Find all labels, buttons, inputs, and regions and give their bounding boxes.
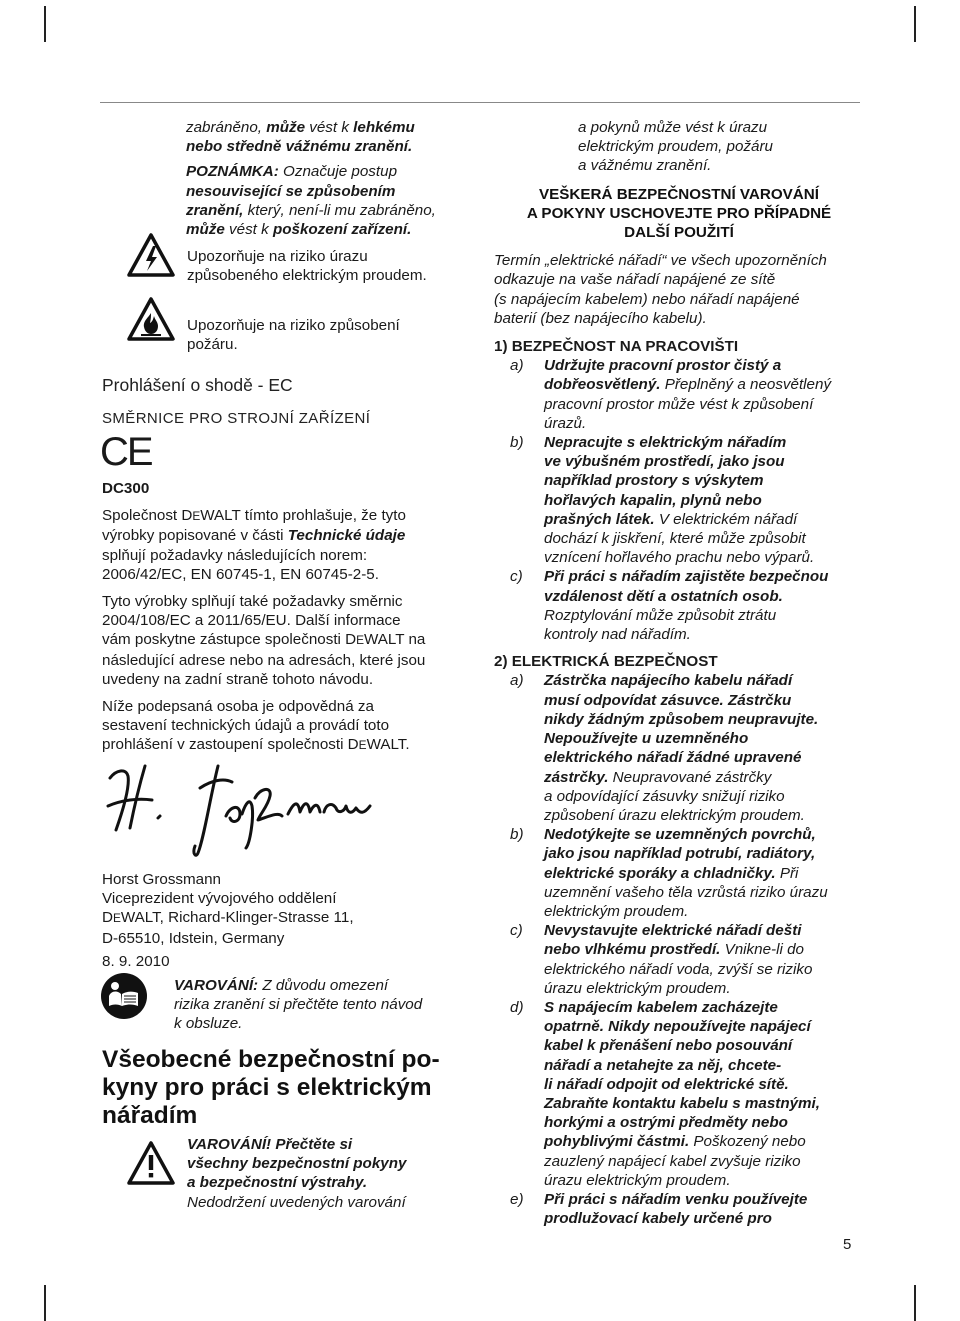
crop-mark <box>914 6 916 42</box>
intro-block: zabráněno, může vést k lehkému nebo středně vážnému zranění. POZNÁMKA: Označuje postup nesouvisející se způsobením zranění, který, není-li mu zabráněno, může vést k poškození zařízení. <box>186 119 436 239</box>
list-item-text: Zástrčka napájecího kabelu nářadí musí odpovídat zásuvce. Zástrčku nikdy žádným způsobem neupravujte. Nepoužívejte u uzemněného elektrického nářadí žádné upravené zástrčky. Neupravované zástrčky a odpovídající zásuvky snižují riziko způsobení úrazu elektrickým proudem. <box>544 672 819 824</box>
general-safety-heading: Všeobecné bezpečnostní po- kyny pro práci s elektrickým nářadím <box>102 1046 440 1129</box>
read-manual-icon <box>100 972 148 1020</box>
fire-hazard-icon <box>126 296 176 342</box>
section-work-area-list <box>494 356 864 644</box>
directive-title: SMĚRNICE PRO STROJNÍ ZAŘÍZENÍ <box>102 410 371 428</box>
power-tool-term-paragraph: Termín „elektrické nářadí“ ve všech upozorněních odkazuje na vaše nářadí napájené ze sítě (s napájecím kabelem) nebo nářadí napájené baterií (bez napájecího kabelu). <box>494 252 827 327</box>
right-column: a pokynů může vést k úrazu elektrickým proudem, požáru a vážnému zranění. VEŠKERÁ BEZPEČNOSTNÍ VAROVÁNÍ A POKYNY USCHOVEJTE PRO PŘÍPADNÉ DALŠÍ POUŽITÍ Termín „elektrické nářadí“ ve všech upozorněních odkazuje na vaše nářadí napájené ze sítě (s napájecím kabelem) nebo nářadí napájené baterií (bez napájecího kabelu). 1) BEZPEČNOST NA PRACOVIŠTI a) Udržujte pracovní prostor čistý a dobřeosvětlený. Přeplněný a neosvětlený pracovní prostor může vést k způsobení úrazů. b) Nepracujte s elektrickým nářadím ve výbušném prostředí, jako jsou například prostory s výskytem hořlavých kapalin, plynů nebo prašných látek. V elektrickém nářadí dochází k jiskření, které může způsobit vznícení hořlavého prachu nebo výparů. c) Při práci s nářadím zajistěte bezpečnou vzdálenost dětí a ostatních osob. Rozptylování může způsobit ztrátu kontroly nad nářadím. 2) ELEKTRICKÁ BEZPEČNOST a) Zástrčka napájecího kabelu nářadí musí odpovídat zásuvce. Zástrčku nikdy žádným způsobem neupravujte. Nepoužívejte u uzemněného elektrického nářadí žádné upravené zástrčky. Neupravované zástrčky a odpovídající zásuvky snižují riziko způsobení úrazu elektrickým proudem. b) Nedotýkejte se uzemněných povrchů, jako jsou například potrubí, radiátory, elektrické sporáky a chladničky. Při uzemnění vašeho těla vzrůstá riziko úrazu elektrickým proudem. c) Nevystavujte elektrické nářadí dešti nebo vlhkému prostředí. Vnikne-li do elektrického nářadí voda, zvýší se riziko úrazu elektrickým proudem. d) S napájecím kabelem zacházejte opatrně. Nikdy nepoužívejte napájecí kabel k přenášení nebo posouvání nářadí a netahejte za něj, chcete- li nářadí odpojit od elektrické sítě. Zabraňte kontaktu kabelu s mastnými, horkými a ostrými předměty nebo pohyblivými částmi. Poškozený nebo zauzlený napájecí kabel zvyšuje riziko úrazu elektrickým proudem. e) Při práci s nářadím venku používejte prodlužovací kabely určené pro <box>494 118 864 1228</box>
list-item-text: Při práci s nářadím zajistěte bezpečnou vzdálenost dětí a ostatních osob. Rozptylování může způsobit ztrátu kontroly nad nářadím. <box>544 568 829 644</box>
list-item-label: e) <box>510 1190 524 1208</box>
list-item-text: S napájecím kabelem zacházejte opatrně. Nikdy nepoužívejte napájecí kabel k přenášení nebo posouvání nářadí a netahejte za něj, chcete- li nářadí odpojit od elektrické sítě. Zabraňte kontaktu kabelu s mastnými, horkými a ostrými předměty nebo pohyblivými částmi. Poškozený nebo zauzlený napájecí kabel zvyšuje riziko úrazu elektrickým proudem. <box>544 998 820 1189</box>
warning-icon <box>126 1140 176 1186</box>
list-item-label: a) <box>510 357 524 375</box>
page-number: 5 <box>843 1236 852 1253</box>
electric-warning-text: Upozorňuje na riziko úrazu způsobeného elektrickým proudem. <box>187 248 427 285</box>
declaration-block <box>102 376 472 428</box>
section-work-area-title: 1) BEZPEČNOST NA PRACOVIŠTI <box>494 338 739 356</box>
list-item-text: Nedotýkejte se uzemněných povrchů, jako jsou například potrubí, radiátory, elektrické sporáky a chladničky. Při uzemnění vašeho těla vzrůstá riziko úrazu elektrickým proudem. <box>544 826 828 920</box>
list-item-label: c) <box>510 922 523 940</box>
crop-mark <box>44 1285 46 1321</box>
section-electrical-title: 2) ELEKTRICKÁ BEZPEČNOST <box>494 653 718 671</box>
ce-mark: CE <box>100 430 152 474</box>
list-item-text: Při práci s nářadím venku používejte prodlužovací kabely určené pro <box>544 1190 808 1228</box>
signer-name: Horst Grossmann <box>102 871 222 888</box>
header-rule <box>100 102 860 103</box>
declaration-date: 8. 9. 2010 <box>102 952 170 970</box>
list-item <box>494 921 864 998</box>
signature-image <box>100 758 390 858</box>
list-item-text: Nepracujte s elektrickým nářadím ve výbušném prostředí, jako jsou například prostory s výskytem hořlavých kapalin, plynů nebo prašných látek. V elektrickém nářadí dochází k jiskření, které může způsobit vznícení hořlavého prachu nebo výparů. <box>544 434 815 567</box>
list-item <box>494 998 864 1190</box>
model-number: DC300 <box>102 480 150 497</box>
list-item <box>494 433 864 567</box>
read-manual-warning: VAROVÁNÍ: Z důvodu omezení rizika zranění si přečtěte tento návod k obsluze. <box>174 977 423 1033</box>
list-item <box>494 1190 864 1228</box>
general-warning-text: VAROVÁNÍ! Přečtěte si všechny bezpečnostní pokyny a bezpečnostní výstrahy. Nedodržení uvedených varování <box>187 1136 407 1211</box>
declaration-title: Prohlášení o shodě - EC <box>102 375 293 395</box>
list-item-text: Nevystavujte elektrické nářadí dešti nebo vlhkému prostředí. Vnikne-li do elektrického nářadí voda, zvýší se riziko úrazu elektrickým proudem. <box>544 922 813 997</box>
keep-instructions-heading: VEŠKERÁ BEZPEČNOSTNÍ VAROVÁNÍ A POKYNY USCHOVEJTE PRO PŘÍPADNÉ DALŠÍ POUŽITÍ <box>526 185 832 242</box>
list-item-label: b) <box>510 826 524 844</box>
signer-block: Horst Grossmann Viceprezident vývojového oddělení DEWALT, Richard-Klinger-Strasse 11, D-65510, Idstein, Germany 8. 9. 2010 <box>102 870 482 971</box>
crop-mark <box>914 1285 916 1321</box>
crop-mark <box>44 6 46 42</box>
section-electrical-list <box>494 671 864 1228</box>
list-item-text: Udržujte pracovní prostor čistý a dobřeosvětlený. Přeplněný a neosvětlený pracovní prostor může vést k způsobení úrazů. <box>544 357 832 432</box>
list-item-label: b) <box>510 434 524 452</box>
list-item-label: a) <box>510 672 524 690</box>
list-item-label: c) <box>510 568 523 586</box>
fire-warning-text: Upozorňuje na riziko způsobení požáru. <box>187 317 400 354</box>
list-item-label: d) <box>510 998 524 1016</box>
declaration-body: DC300 Společnost DEWALT tímto prohlašuje, že tyto výrobky popisované v části Technické údaje splňují požadavky následujících norem: 2006/42/EC, EN 60745-1, EN 60745-2-5. Tyto výrobky splňují také požadavky směrnic 2004/108/EC a 2011/65/EU. Další informace vám poskytne zástupce společnosti DEWALT na následující adrese nebo na adresách, které jsou uvedeny na zadní straně tohoto návodu. Níže podepsaná osoba je odpovědná za sestavení technických údajů a provádí toto prohlášení v zastoupení společnosti DEWALT. <box>102 479 482 756</box>
list-item <box>494 671 864 825</box>
list-item <box>494 567 864 644</box>
list-item <box>494 356 864 433</box>
list-item <box>494 825 864 921</box>
electric-hazard-icon <box>126 232 176 278</box>
